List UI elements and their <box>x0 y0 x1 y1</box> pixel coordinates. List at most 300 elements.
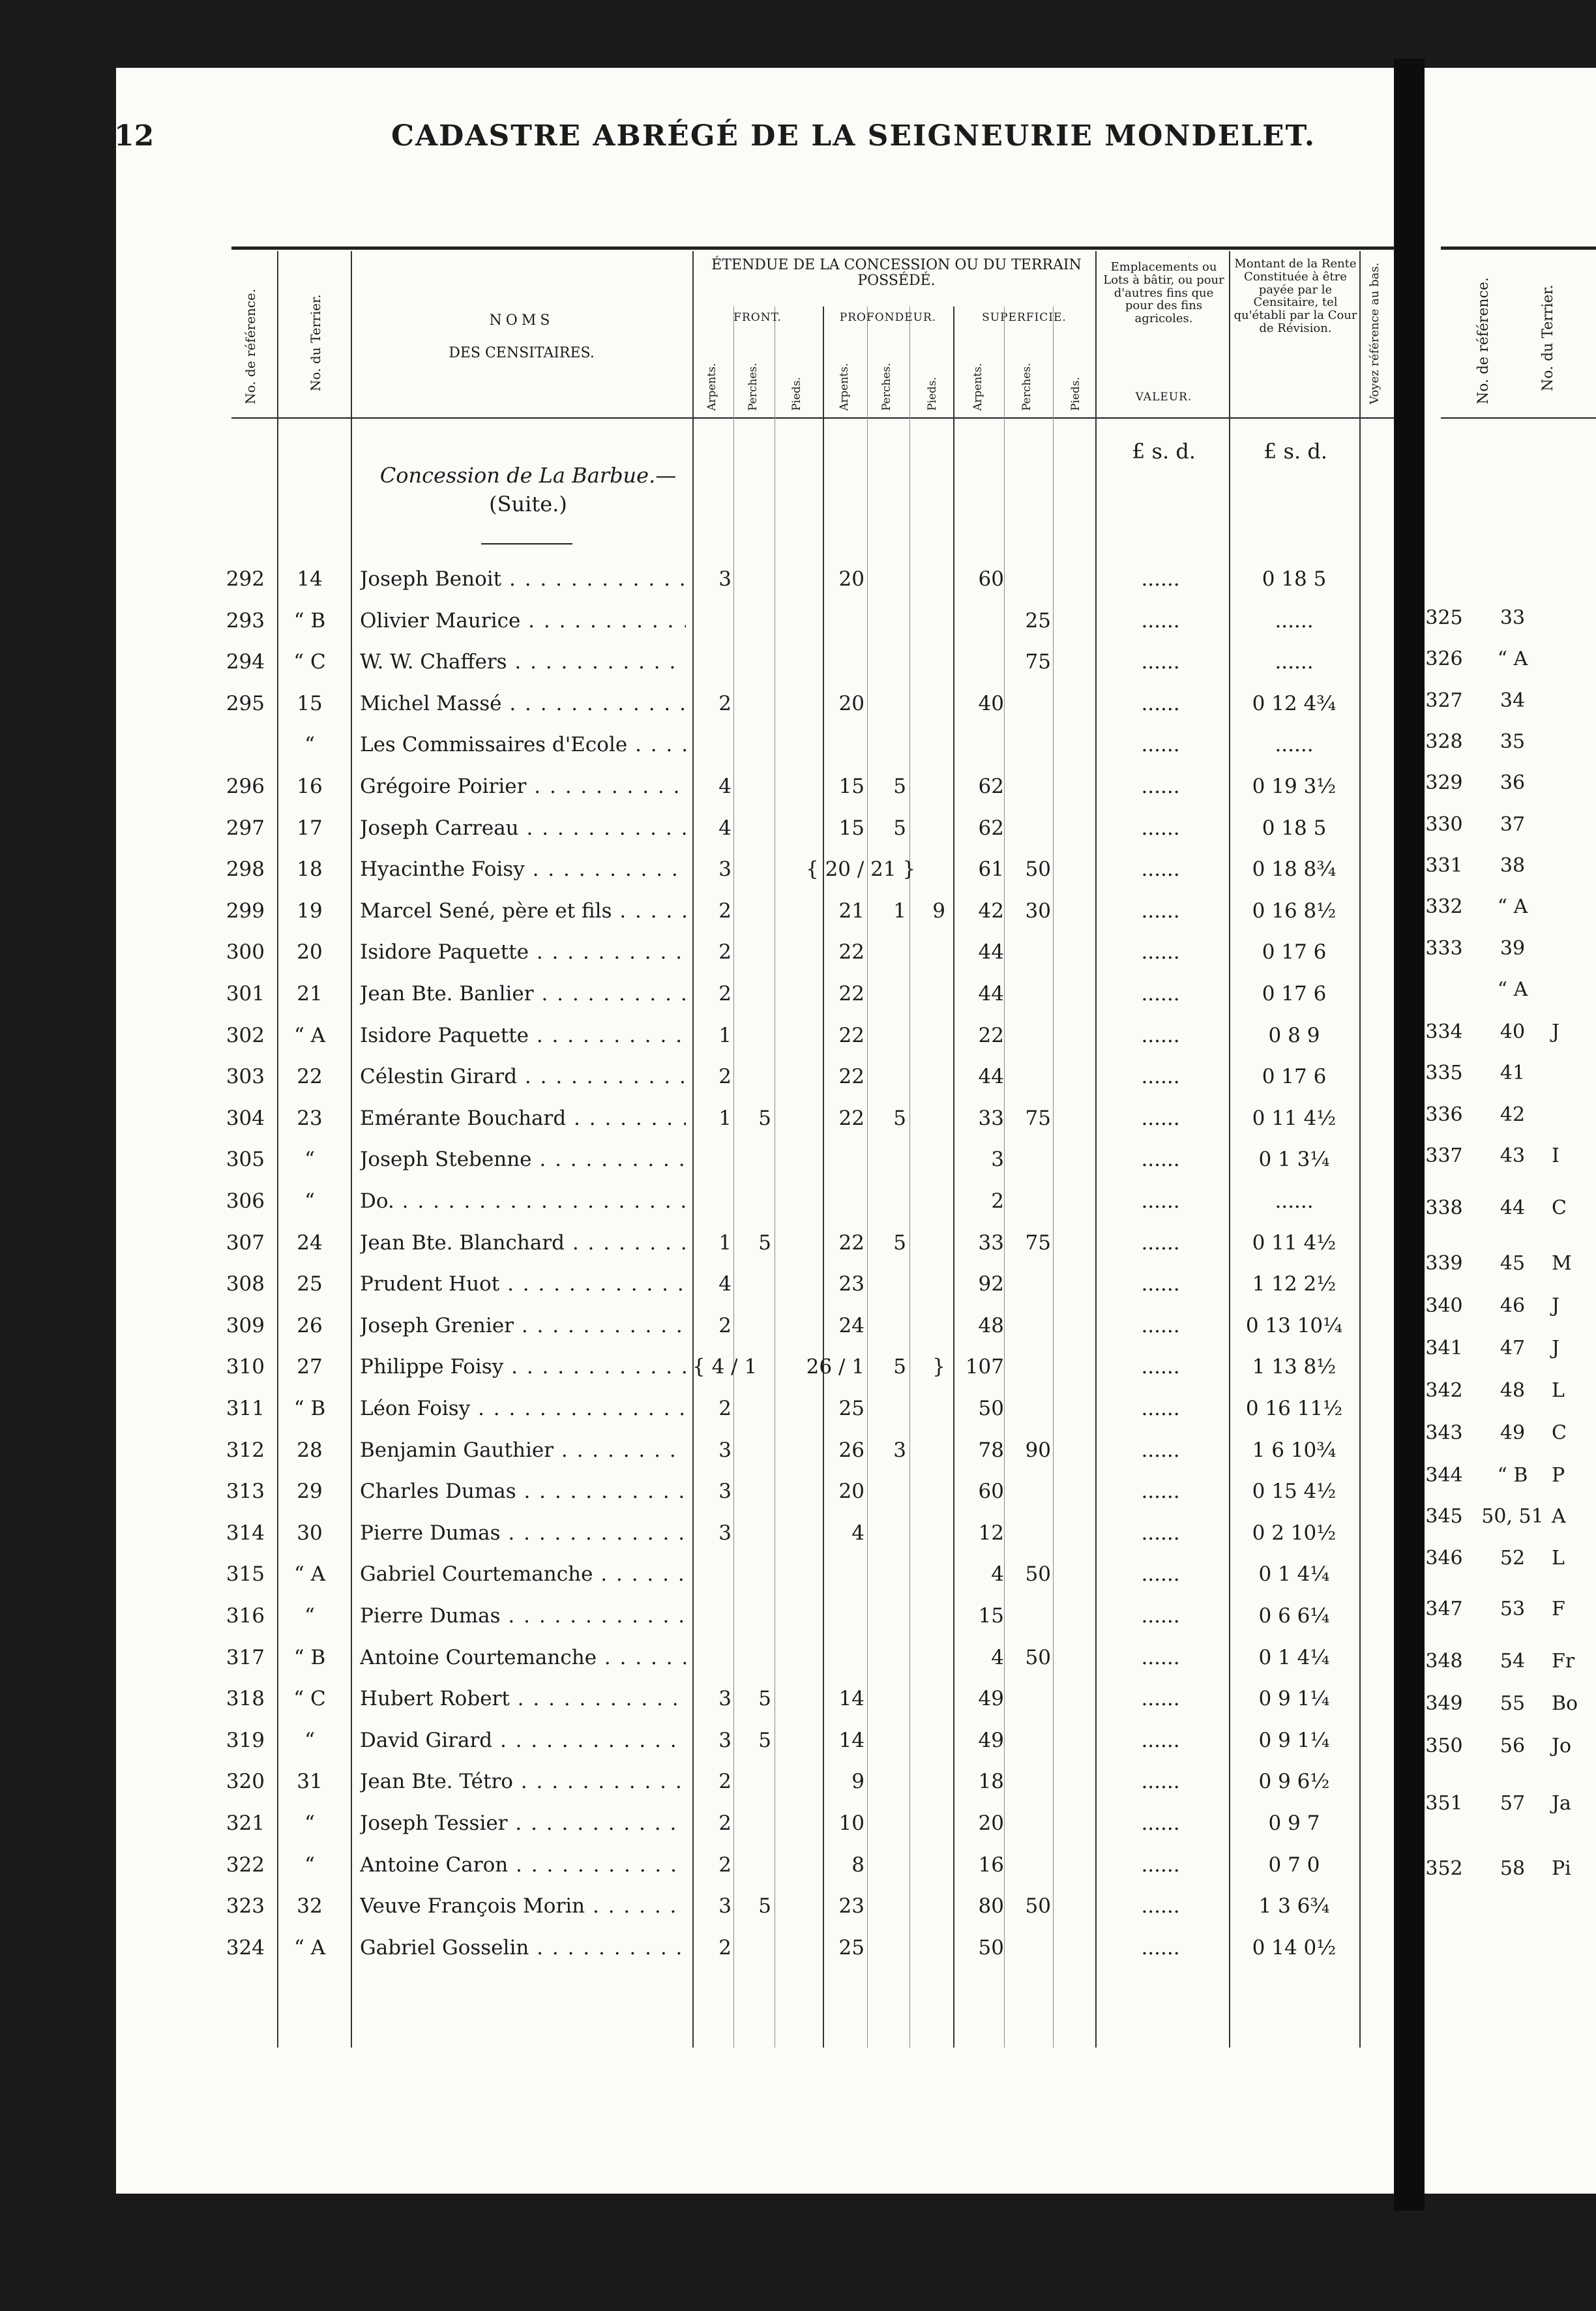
superficie-perches: 50 <box>1025 1562 1051 1587</box>
profondeur-pieds: 9 <box>932 899 945 923</box>
profondeur-arpents: 22 <box>838 982 864 1006</box>
table-row <box>0 775 1394 816</box>
rente-amount: 0 17 6 <box>1262 1065 1327 1089</box>
terrier-number: 39 <box>1500 937 1526 960</box>
rente-amount: 0 18 8¾ <box>1252 857 1337 882</box>
terrier-number: 21 <box>297 982 323 1006</box>
superficie-perches: 25 <box>1025 608 1051 633</box>
next-page-row <box>1421 1197 1596 1236</box>
censitaire-name: Grégoire Poirier . . . <box>360 775 686 798</box>
censitaire-name: Pierre Dumas . . . <box>360 1604 686 1628</box>
censitaire-name: J <box>1552 1021 1560 1043</box>
ref-number: 309 <box>226 1313 265 1337</box>
profondeur-arpents: 22 <box>838 1106 864 1130</box>
ref-number: 348 <box>1425 1650 1463 1673</box>
terrier-number: “ C <box>293 1687 326 1711</box>
header-perches: Perches. <box>746 363 760 411</box>
profondeur-arpents: 9 <box>851 1770 864 1794</box>
ref-number: 330 <box>1425 813 1463 836</box>
ref-number: 322 <box>226 1853 265 1877</box>
ref-number: 315 <box>226 1562 265 1587</box>
censitaire-name: Do. . . . <box>360 1189 686 1213</box>
terrier-number: “ A <box>1497 978 1528 1001</box>
superficie-arpents: 80 <box>978 1894 1004 1918</box>
next-page-row <box>1421 771 1596 811</box>
table-row <box>0 1065 1394 1107</box>
ref-number: 316 <box>226 1604 265 1628</box>
terrier-number: 42 <box>1500 1103 1526 1126</box>
front-arpents: 1 <box>718 1023 732 1047</box>
censitaire-name: Olivier Maurice . . . <box>360 609 686 633</box>
front-arpents: 2 <box>718 1770 732 1794</box>
front-arpents: 2 <box>718 982 732 1006</box>
profondeur-arpents: 14 <box>838 1687 864 1711</box>
rente-amount: 0 12 4¾ <box>1252 691 1337 715</box>
profondeur-arpents: 15 <box>838 816 864 840</box>
censitaire-name: Jean Bte. Blanchard . . . <box>360 1231 686 1255</box>
currency-header-rente: £ s. d. <box>1264 439 1327 464</box>
valeur: ...... <box>1141 1894 1180 1918</box>
profondeur-perches: 5 <box>893 775 906 798</box>
ref-number: 318 <box>226 1687 265 1711</box>
ref-number: 331 <box>1425 854 1463 877</box>
ref-number: 312 <box>226 1438 265 1462</box>
terrier-number: 15 <box>297 691 323 715</box>
header-pieds: Pieds. <box>790 377 803 411</box>
censitaire-name: David Girard . . . <box>360 1729 686 1752</box>
terrier-number: “ <box>304 1853 315 1877</box>
terrier-number: “ <box>304 1148 315 1172</box>
table-row <box>0 816 1394 858</box>
rente-amount: 0 19 3½ <box>1252 775 1337 798</box>
profondeur-arpents: 15 <box>838 775 864 798</box>
terrier-number: 57 <box>1500 1792 1526 1815</box>
profondeur-arpents: 23 <box>838 1272 864 1296</box>
ref-number: 332 <box>1425 895 1463 918</box>
header-perches: Perches. <box>1020 363 1033 411</box>
next-page-row <box>1421 648 1596 687</box>
front-arpents: 3 <box>718 1687 732 1711</box>
next-page-row <box>1421 730 1596 769</box>
ref-number: 340 <box>1425 1294 1463 1317</box>
header-voyez: Voyez référence au bas. <box>1368 262 1382 404</box>
terrier-number: 34 <box>1500 689 1526 712</box>
censitaire-name: Hyacinthe Foisy . . . <box>360 857 686 881</box>
header-ref: No. de référence. <box>243 288 258 404</box>
ref-number: 300 <box>226 940 265 964</box>
ref-number: 347 <box>1425 1598 1463 1620</box>
superficie-arpents: 18 <box>978 1770 1004 1794</box>
ref-number: 349 <box>1425 1692 1463 1715</box>
front-arpents: 2 <box>718 1065 732 1089</box>
table-row <box>0 567 1394 609</box>
valeur: ...... <box>1141 1065 1180 1089</box>
profondeur-perches: 3 <box>893 1438 906 1462</box>
censitaire-name: F <box>1552 1598 1565 1620</box>
superficie-perches: 75 <box>1025 1106 1051 1130</box>
table-row <box>0 1936 1394 1978</box>
terrier-number: 18 <box>297 857 323 882</box>
table-row <box>0 1480 1394 1521</box>
profondeur-arpents: 23 <box>838 1894 864 1918</box>
censitaire-name: Jean Bte. Banlier . . . <box>360 982 686 1006</box>
terrier-number: 27 <box>297 1355 323 1379</box>
terrier-number: 24 <box>297 1230 323 1255</box>
terrier-number: 37 <box>1500 813 1526 836</box>
terrier-number: 54 <box>1500 1650 1526 1673</box>
profondeur-arpents: 24 <box>838 1313 864 1337</box>
rente-amount: 0 7 0 <box>1268 1853 1320 1877</box>
terrier-number: 31 <box>297 1770 323 1794</box>
header-top-rule <box>231 246 1395 250</box>
ref-number: 294 <box>226 650 265 674</box>
ref-number: 321 <box>226 1812 265 1835</box>
table-row <box>0 1729 1394 1770</box>
terrier-number: “ B <box>293 1397 326 1420</box>
front-arpents: 2 <box>718 940 732 964</box>
valeur: ...... <box>1141 1148 1180 1172</box>
valeur: ...... <box>1141 1604 1180 1628</box>
superficie-perches: 50 <box>1025 1645 1051 1669</box>
superficie-arpents: 2 <box>991 1189 1004 1213</box>
terrier-number: 25 <box>297 1272 323 1296</box>
terrier-number: “ A <box>1497 895 1528 918</box>
terrier-number: 20 <box>297 940 323 964</box>
ref-number: 292 <box>226 567 265 591</box>
terrier-number: 36 <box>1500 771 1526 794</box>
front-arpents: 3 <box>718 1480 732 1504</box>
table-row <box>0 1148 1394 1189</box>
rente-amount: 0 17 6 <box>1262 940 1327 964</box>
censitaire-name: Fr <box>1552 1650 1575 1673</box>
superficie-arpents: 60 <box>978 567 1004 591</box>
censitaire-name: Veuve François Morin . . . <box>360 1894 686 1918</box>
ref-number: 320 <box>226 1770 265 1794</box>
table-row <box>0 609 1394 651</box>
header-montant: Montant de la Rente Constituée à être payée par le Censitaire, tel qu'établi par la Cour de Révision. <box>1234 257 1357 335</box>
censitaire-name: Marcel Sené, père et fils . . . <box>360 899 686 923</box>
page-title: CADASTRE ABRÉGÉ DE LA SEIGNEURIE MONDELET. <box>391 119 1316 153</box>
terrier-number: 22 <box>297 1065 323 1089</box>
profondeur-arpents: 20 <box>838 1480 864 1504</box>
next-page-header-terrier: No. du Terrier. <box>1540 284 1556 391</box>
next-page-header-rule <box>1441 417 1596 419</box>
superficie-arpents: 50 <box>978 1935 1004 1960</box>
next-page-row <box>1421 1021 1596 1060</box>
valeur: ...... <box>1141 1687 1180 1711</box>
rente-amount: 0 8 9 <box>1268 1023 1320 1047</box>
ref-number: 341 <box>1425 1337 1463 1360</box>
censitaire-name: Joseph Carreau . . . <box>360 816 686 840</box>
next-page-row <box>1421 1792 1596 1831</box>
superficie-arpents: 60 <box>978 1480 1004 1504</box>
ref-number: 304 <box>226 1106 265 1130</box>
next-page-row <box>1421 1692 1596 1731</box>
valeur: ...... <box>1141 1272 1180 1296</box>
table-row <box>0 1562 1394 1604</box>
terrier-number: 41 <box>1500 1062 1526 1084</box>
censitaire-name: Ja <box>1552 1792 1571 1815</box>
table-row <box>0 1231 1394 1273</box>
next-page-row <box>1421 1294 1596 1334</box>
ref-number: 314 <box>226 1521 265 1545</box>
censitaire-name: I <box>1552 1144 1559 1167</box>
terrier-number: 53 <box>1500 1598 1526 1620</box>
ref-number: 296 <box>226 775 265 798</box>
table-row <box>0 1107 1394 1148</box>
next-page-row <box>1421 1547 1596 1586</box>
ref-number: 342 <box>1425 1379 1463 1402</box>
currency-header-valeur: £ s. d. <box>1132 439 1196 464</box>
ref-number: 345 <box>1425 1505 1463 1528</box>
header-bottom-rule <box>231 417 1395 419</box>
censitaire-name: Emérante Bouchard . . . <box>360 1107 686 1130</box>
ref-number: 305 <box>226 1148 265 1172</box>
valeur: ...... <box>1141 691 1180 715</box>
profondeur-arpents: 26 / 1 <box>806 1355 864 1379</box>
valeur: ...... <box>1141 733 1180 757</box>
censitaire-name: Benjamin Gauthier . . . <box>360 1439 686 1462</box>
ref-number: 326 <box>1425 648 1463 670</box>
censitaire-name: Isidore Paquette . . . <box>360 940 686 964</box>
superficie-arpents: 22 <box>978 1023 1004 1047</box>
table-row <box>0 1812 1394 1853</box>
next-page-row <box>1421 689 1596 728</box>
front-arpents: 4 <box>718 816 732 840</box>
header-pieds: Pieds. <box>1069 377 1082 411</box>
censitaire-name: C <box>1552 1197 1567 1219</box>
header-valeur: VALEUR. <box>1135 391 1192 404</box>
terrier-number: “ B <box>293 1645 326 1669</box>
rente-amount: 0 18 5 <box>1262 567 1327 591</box>
valeur: ...... <box>1141 1230 1180 1255</box>
front-arpents: 3 <box>718 1894 732 1918</box>
valeur: ...... <box>1141 857 1180 882</box>
rente-amount: 1 3 6¾ <box>1258 1894 1330 1918</box>
front-arpents: 3 <box>718 567 732 591</box>
valeur: ...... <box>1141 775 1180 798</box>
table-row <box>0 982 1394 1024</box>
table-row <box>0 1189 1394 1231</box>
front-arpents: 3 <box>718 857 732 882</box>
valeur: ...... <box>1141 940 1180 964</box>
profondeur-arpents: 22 <box>838 1023 864 1047</box>
superficie-perches: 75 <box>1025 1230 1051 1255</box>
front-arpents: 2 <box>718 899 732 923</box>
ref-number: 351 <box>1425 1792 1463 1815</box>
profondeur-arpents: 25 <box>838 1397 864 1420</box>
censitaire-name: J <box>1552 1337 1560 1360</box>
terrier-number: 29 <box>297 1480 323 1504</box>
valeur: ...... <box>1141 1438 1180 1462</box>
front-arpents: 1 <box>718 1106 732 1130</box>
ref-number: 313 <box>226 1480 265 1504</box>
terrier-number: 49 <box>1500 1422 1526 1444</box>
censitaire-name: Charles Dumas . . . <box>360 1480 686 1503</box>
table-row <box>0 1439 1394 1480</box>
front-arpents: 4 <box>718 1272 732 1296</box>
valeur: ...... <box>1141 816 1180 840</box>
valeur: ...... <box>1141 1728 1180 1752</box>
profondeur-pieds: } <box>932 1355 945 1379</box>
ref-number: 319 <box>226 1728 265 1752</box>
valeur: ...... <box>1141 1645 1180 1669</box>
valeur: ...... <box>1141 1770 1180 1794</box>
next-page-row <box>1421 1062 1596 1101</box>
terrier-number: 33 <box>1500 606 1526 629</box>
terrier-number: 30 <box>297 1521 323 1545</box>
front-arpents: 1 <box>718 1230 732 1255</box>
terrier-number: 26 <box>297 1313 323 1337</box>
header-terrier: No. du Terrier. <box>308 294 323 391</box>
valeur: ...... <box>1141 1397 1180 1420</box>
superficie-arpents: 49 <box>978 1728 1004 1752</box>
superficie-arpents: 42 <box>978 899 1004 923</box>
table-row <box>0 733 1394 775</box>
superficie-arpents: 92 <box>978 1272 1004 1296</box>
ref-number: 323 <box>226 1894 265 1918</box>
table-row <box>0 1397 1394 1439</box>
terrier-number: 48 <box>1500 1379 1526 1402</box>
table-row <box>0 1521 1394 1563</box>
ref-number: 346 <box>1425 1547 1463 1570</box>
superficie-arpents: 44 <box>978 940 1004 964</box>
ref-number: 303 <box>226 1065 265 1089</box>
front-perches: 5 <box>758 1894 771 1918</box>
profondeur-arpents: 20 <box>838 691 864 715</box>
profondeur-perches: 5 <box>893 816 906 840</box>
table-row <box>0 1646 1394 1688</box>
profondeur-arpents: 4 <box>851 1521 864 1545</box>
rente-amount: 0 14 0½ <box>1252 1935 1337 1960</box>
table-row <box>0 1355 1394 1397</box>
superficie-arpents: 49 <box>978 1687 1004 1711</box>
rente-amount: 0 11 4½ <box>1252 1230 1337 1255</box>
header-pieds: Pieds. <box>926 377 939 411</box>
ref-number: 307 <box>226 1230 265 1255</box>
superficie-arpents: 3 <box>991 1148 1004 1172</box>
terrier-number: “ B <box>1497 1464 1528 1487</box>
terrier-number: “ <box>304 733 315 757</box>
rente-amount: 0 13 10¼ <box>1245 1313 1343 1337</box>
next-page-row <box>1421 606 1596 646</box>
censitaire-name: Philippe Foisy . . . <box>360 1355 686 1379</box>
profondeur-arpents: 14 <box>838 1728 864 1752</box>
next-page-row <box>1421 1337 1596 1376</box>
terrier-number: 14 <box>297 567 323 591</box>
ref-number: 337 <box>1425 1144 1463 1167</box>
censitaire-name: M <box>1552 1252 1572 1275</box>
terrier-number: 56 <box>1500 1735 1526 1757</box>
superficie-arpents: 4 <box>991 1562 1004 1587</box>
header-superficie: SUPERFICIE. <box>982 311 1067 324</box>
table-row <box>0 650 1394 692</box>
next-page-row <box>1421 895 1596 934</box>
terrier-number: 46 <box>1500 1294 1526 1317</box>
ref-number: 295 <box>226 691 265 715</box>
rente-amount: 1 13 8½ <box>1252 1355 1337 1379</box>
superficie-arpents: 61 <box>978 857 1004 882</box>
header-perches: Perches. <box>880 363 893 411</box>
censitaire-name: P <box>1552 1464 1565 1487</box>
front-arpents: 2 <box>718 1812 732 1835</box>
profondeur-arpents: { 20 / 21 } <box>806 857 916 882</box>
next-page-row <box>1421 813 1596 852</box>
terrier-number: 47 <box>1500 1337 1526 1360</box>
profondeur-perches: 5 <box>893 1230 906 1255</box>
front-arpents: 3 <box>718 1728 732 1752</box>
book-gutter <box>1394 59 1425 2211</box>
terrier-number: 44 <box>1500 1197 1526 1219</box>
front-perches: 5 <box>758 1106 771 1130</box>
next-page-row <box>1421 1650 1596 1689</box>
terrier-number: 38 <box>1500 854 1526 877</box>
table-row <box>0 899 1394 941</box>
header-censitaires: DES CENSITAIRES. <box>449 345 595 361</box>
table-row <box>0 1314 1394 1356</box>
valeur: ...... <box>1141 1935 1180 1960</box>
valeur: ...... <box>1141 650 1180 674</box>
next-page-row <box>1421 1598 1596 1637</box>
ref-number: 339 <box>1425 1252 1463 1275</box>
superficie-perches: 75 <box>1025 650 1051 674</box>
censitaire-name: Célestin Girard . . . <box>360 1065 686 1088</box>
censitaire-name: L <box>1552 1379 1565 1402</box>
superficie-perches: 50 <box>1025 857 1051 882</box>
rente-amount: 0 11 4½ <box>1252 1106 1337 1130</box>
ref-number: 338 <box>1425 1197 1463 1219</box>
rente-amount: 0 1 3¼ <box>1258 1148 1330 1172</box>
censitaire-name: Jo <box>1552 1735 1572 1757</box>
valeur: ...... <box>1141 1313 1180 1337</box>
superficie-arpents: 107 <box>965 1355 1004 1379</box>
table-row <box>0 1024 1394 1066</box>
rente-amount: 0 9 7 <box>1268 1812 1320 1835</box>
valeur: ...... <box>1141 1480 1180 1504</box>
valeur: ...... <box>1141 899 1180 923</box>
ref-number: 329 <box>1425 771 1463 794</box>
header-etendue: ÉTENDUE DE LA CONCESSION OU DU TERRAIN POSSÉDÉ. <box>711 257 1082 290</box>
valeur: ...... <box>1141 1106 1180 1130</box>
rente-amount: 0 1 4¼ <box>1258 1645 1330 1669</box>
superficie-arpents: 20 <box>978 1812 1004 1835</box>
terrier-number: 55 <box>1500 1692 1526 1715</box>
next-page-row <box>1421 1379 1596 1418</box>
terrier-number: 40 <box>1500 1021 1526 1043</box>
rente-amount: ...... <box>1275 1189 1314 1213</box>
next-page-header-rule <box>1441 246 1596 250</box>
superficie-perches: 90 <box>1025 1438 1051 1462</box>
section-subtitle: (Suite.) <box>489 492 567 516</box>
ref-number: 310 <box>226 1355 265 1379</box>
next-page-row <box>1421 978 1596 1017</box>
ref-number: 325 <box>1425 606 1463 629</box>
table-row <box>0 1770 1394 1812</box>
ref-number: 350 <box>1425 1735 1463 1757</box>
ref-number: 333 <box>1425 937 1463 960</box>
censitaire-name: Hubert Robert . . . <box>360 1687 686 1710</box>
censitaire-name: Isidore Paquette . . . <box>360 1024 686 1047</box>
terrier-number: “ B <box>293 608 326 633</box>
rente-amount: 0 17 6 <box>1262 982 1327 1006</box>
next-page-row <box>1421 1464 1596 1503</box>
superficie-arpents: 33 <box>978 1230 1004 1255</box>
table-row <box>0 1272 1394 1314</box>
next-page-row <box>1421 1144 1596 1184</box>
ref-number: 328 <box>1425 730 1463 753</box>
ref-number: 299 <box>226 899 265 923</box>
valeur: ...... <box>1141 982 1180 1006</box>
